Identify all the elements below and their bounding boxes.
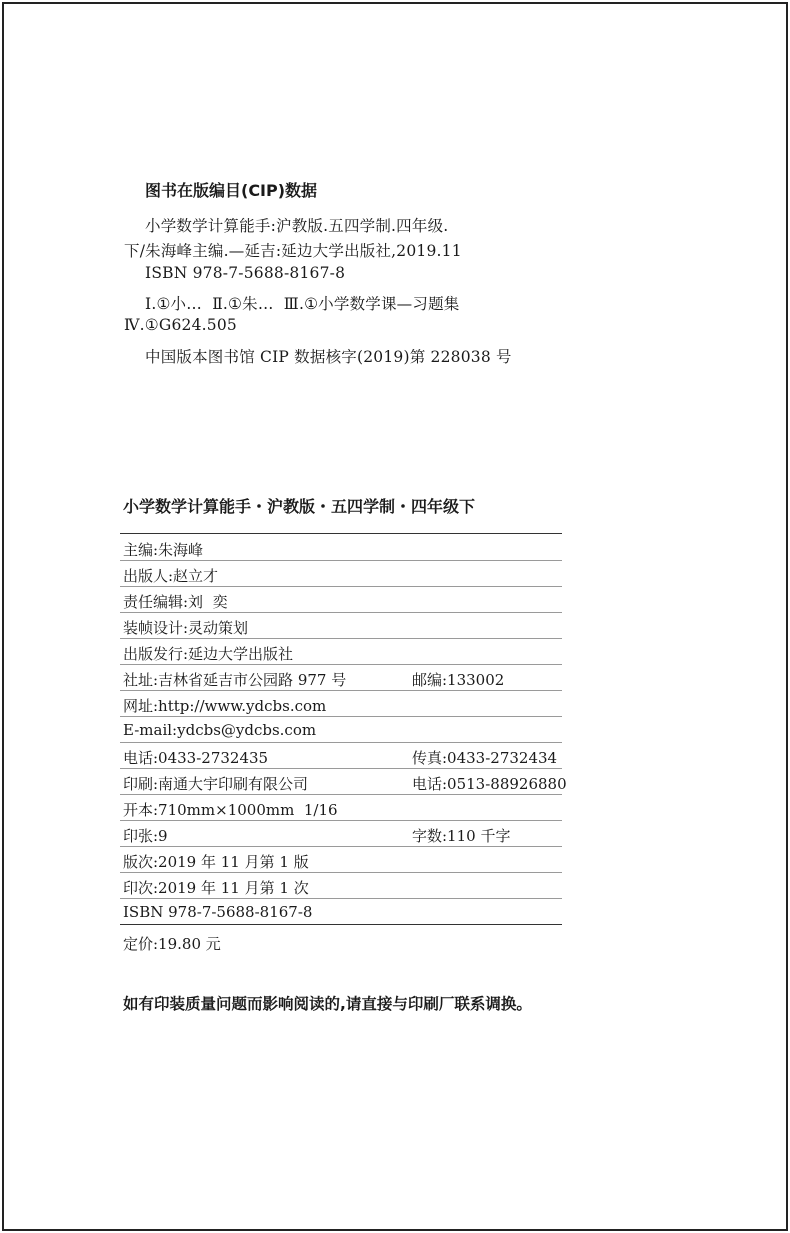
imprint-row <box>120 720 562 743</box>
price: 定价:19.80 元 <box>123 935 221 953</box>
top-rule <box>120 533 562 534</box>
imprint-row <box>120 824 562 847</box>
design: 装帧设计:灵动策划 <box>123 619 249 637</box>
imprint-row <box>120 932 562 954</box>
quality-notice: 如有印装质量问题而影响阅读的,请直接与印刷厂联系调换。 <box>123 995 532 1013</box>
imprint-row <box>120 746 562 769</box>
printer-phone: 电话:0513-88926880 <box>412 775 567 793</box>
imprint-row <box>120 798 562 821</box>
address: 社址:吉林省延吉市公园路 977 号 <box>123 671 347 689</box>
word-count: 字数:110 千字 <box>412 827 511 845</box>
cip-line-6: 中国版本图书馆 CIP 数据核字(2019)第 228038 号 <box>145 348 512 366</box>
imprint-row <box>120 668 562 691</box>
cip-line-1: 小学数学计算能手:沪教版.五四学制.四年级. <box>145 217 449 235</box>
sheets: 印张:9 <box>123 827 168 845</box>
postcode: 邮编:133002 <box>412 671 505 689</box>
cip-line-3: ISBN 978-7-5688-8167-8 <box>145 264 346 282</box>
cip-line-2: 下/朱海峰主编.—延吉:延边大学出版社,2019.11 <box>124 242 462 260</box>
fax: 传真:0433-2732434 <box>412 749 558 767</box>
imprint-row <box>120 538 562 561</box>
format: 开本:710mm×1000mm 1/16 <box>123 801 338 819</box>
imprint-isbn: ISBN 978-7-5688-8167-8 <box>123 903 313 921</box>
distribution: 出版发行:延边大学出版社 <box>123 645 294 663</box>
book-title: 小学数学计算能手・沪教版・五四学制・四年级下 <box>123 497 476 516</box>
cip-title: 图书在版编目(CIP)数据 <box>145 181 318 200</box>
imprint-row <box>120 850 562 873</box>
cip-line-5: Ⅳ.①G624.505 <box>124 316 237 334</box>
imprint-row <box>120 590 562 613</box>
imprint-row <box>120 694 562 717</box>
responsible-editor: 责任编辑:刘 奕 <box>123 593 228 611</box>
edition: 版次:2019 年 11 月第 1 版 <box>123 853 309 871</box>
imprint-row <box>120 902 562 925</box>
printer: 印刷:南通大宇印刷有限公司 <box>123 775 309 793</box>
imprint-row <box>120 642 562 665</box>
imprint-row <box>120 616 562 639</box>
phone: 电话:0433-2732435 <box>123 749 269 767</box>
imprint-row <box>120 564 562 587</box>
editor: 主编:朱海峰 <box>123 541 204 559</box>
printing: 印次:2019 年 11 月第 1 次 <box>123 879 309 897</box>
website: 网址:http://www.ydcbs.com <box>123 697 327 715</box>
imprint-row <box>120 772 567 795</box>
cip-line-4: Ⅰ.①小… Ⅱ.①朱… Ⅲ.①小学数学课—习题集 <box>145 295 460 313</box>
imprint-row <box>120 876 562 899</box>
publisher-person: 出版人:赵立才 <box>123 567 219 585</box>
email: E-mail:ydcbs@ydcbs.com <box>123 721 317 739</box>
